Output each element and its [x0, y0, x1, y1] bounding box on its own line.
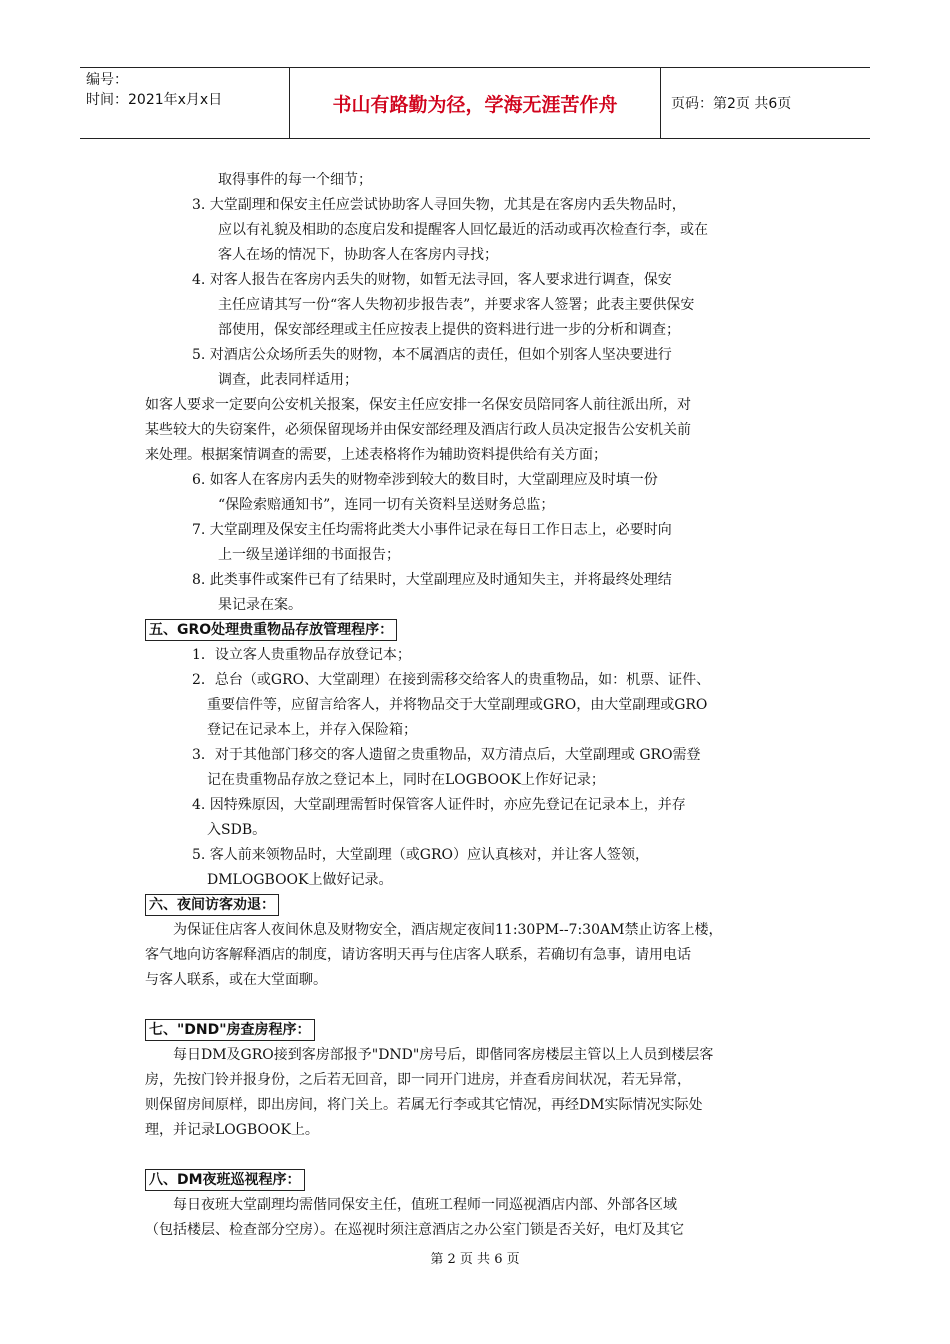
- text-line: 主任应请其写一份“客人失物初步报告表”，并要求客人签署；此表主要供保安: [218, 297, 695, 313]
- text-line: 上一级呈递详细的书面报告；: [218, 547, 400, 563]
- text-line: 则保留房间原样，即出房间，将门关上。若属无行李或其它情况，再经DM实际情况实际处: [145, 1097, 703, 1113]
- text-line: 来处理。根据案情调查的需要，上述表格将作为辅助资料提供给有关方面；: [145, 447, 607, 463]
- text-line: DMLOGBOOK上做好记录。: [207, 872, 393, 888]
- header-table: [80, 67, 870, 139]
- text-line: 入SDB。: [207, 822, 267, 838]
- text-line: 5. 客人前来领物品时，大堂副理（或GRO）应认真核对，并让客人签领，: [192, 847, 650, 863]
- text-line: 6. 如客人在客房内丢失的财物牵涉到较大的数目时，大堂副理应及时填一份: [192, 472, 658, 488]
- text-line: 客气地向访客解释酒店的制度，请访客明天再与住店客人联系，若确切有急事，请用电话: [145, 947, 691, 963]
- text-line: 登记在记录本上，并存入保险箱；: [207, 722, 417, 738]
- text-line: 客人在场的情况下，协助客人在客房内寻找；: [218, 247, 498, 263]
- text-line: 8. 此类事件或案件已有了结果时，大堂副理应及时通知失主，并将最终处理结: [192, 572, 672, 588]
- date-label: 时间：2021年x月x日: [86, 92, 223, 108]
- text-line: 与客人联系，或在大堂面聊。: [145, 972, 327, 988]
- text-line: 重要信件等，应留言给客人，并将物品交于大堂副理或GRO，由大堂副理或GRO: [207, 697, 708, 713]
- text-line: 1．设立客人贵重物品存放登记本；: [192, 647, 411, 663]
- text-line: 2．总台（或GRO、大堂副理）在接到需移交给客人的贵重物品，如：机票、证件、: [192, 672, 711, 688]
- document-body: [145, 168, 810, 1243]
- page-footer: 第 2 页 共 6 页: [430, 1252, 520, 1267]
- text-line: “保险索赔通知书”，连同一切有关资料呈送财务总监；: [218, 497, 555, 513]
- header-meta-cell: [80, 68, 290, 138]
- text-line: 每日DM及GRO接到客房部报予"DND"房号后，即偕同客房楼层主管以上人员到楼层客: [173, 1047, 714, 1063]
- text-line: 取得事件的每一个细节；: [218, 172, 372, 188]
- text-line: 记在贵重物品存放之登记本上，同时在LOGBOOK上作好记录；: [207, 772, 605, 788]
- text-line: 3. 大堂副理和保安主任应尝试协助客人寻回失物，尤其是在客房内丢失物品时，: [192, 197, 686, 213]
- text-line: 房，先按门铃并报身份，之后若无回音，即一同开门进房，并查看房间状况，若无异常，: [145, 1072, 691, 1088]
- text-line: 每日夜班大堂副理均需偕同保安主任，值班工程师一同巡视酒店内部、外部各区域: [173, 1197, 677, 1213]
- text-line: 4. 因特殊原因，大堂副理需暂时保管客人证件时，亦应先登记在记录本上，并存: [192, 797, 686, 813]
- section-7-title: 七、"DND"房查房程序：: [145, 1019, 315, 1041]
- text-line: 理，并记录LOGBOOK上。: [145, 1122, 319, 1138]
- section-6-title: 六、夜间访客劝退：: [145, 894, 279, 916]
- page-label: 页码：第2页 共6页: [671, 96, 792, 112]
- code-label: 编号：: [86, 72, 128, 88]
- text-line: 3．对于其他部门移交的客人遗留之贵重物品，双方清点后，大堂副理或 GRO需登: [192, 747, 701, 763]
- text-line: （包括楼层、检查部分空房）。在巡视时须注意酒店之办公室门锁是否关好，电灯及其它: [145, 1222, 684, 1238]
- text-line: 部使用，保安部经理或主任应按表上提供的资料进行进一步的分析和调查；: [218, 322, 680, 338]
- text-line: 某些较大的失窃案件，必须保留现场并由保安部经理及酒店行政人员决定报告公安机关前: [145, 422, 691, 438]
- text-line: 果记录在案。: [218, 597, 302, 613]
- text-line: 如客人要求一定要向公安机关报案，保安主任应安排一名保安员陪同客人前往派出所，对: [145, 397, 691, 413]
- text-line: 为保证住店客人夜间休息及财物安全，酒店规定夜间11:30PM--7:30AM禁止访客上楼，: [173, 922, 723, 938]
- text-line: 调查，此表同样适用；: [218, 372, 358, 388]
- section-5-title: 五、GRO处理贵重物品存放管理程序：: [145, 619, 397, 641]
- text-line: 应以有礼貌及相助的态度启发和提醒客人回忆最近的活动或再次检查行李，或在: [218, 222, 708, 238]
- section-8-title: 八、DM夜班巡视程序：: [145, 1169, 305, 1191]
- motto: 书山有路勤为径，学海无涯苦作舟: [290, 68, 661, 138]
- text-line: 5. 对酒店公众场所丢失的财物，本不属酒店的责任，但如个别客人坚决要进行: [192, 347, 672, 363]
- text-line: 7. 大堂副理及保安主任均需将此类大小事件记录在每日工作日志上，必要时向: [192, 522, 672, 538]
- text-line: 4. 对客人报告在客房内丢失的财物，如暂无法寻回，客人要求进行调查，保安: [192, 272, 672, 288]
